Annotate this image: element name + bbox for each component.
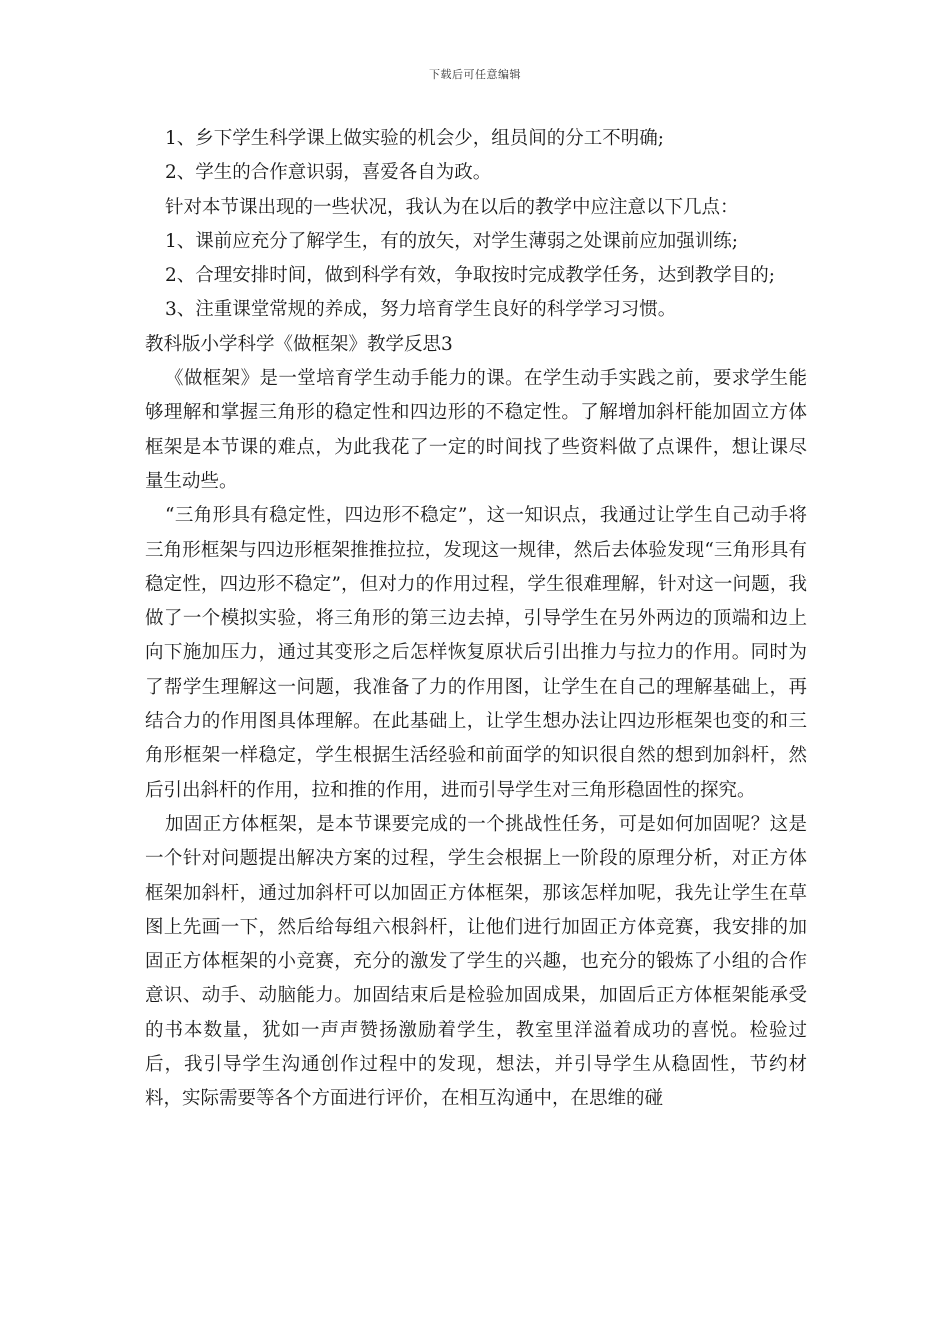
paragraph-1: 《做框架》是一堂培育学生动手能力的课。在学生动手实践之前，要求学生能够理解和掌握三角形的稳定性和四边形的不稳定性。了解增加斜杆能加固立方体框架是本节课的难点，为此我花了一定的时间找了些资料做了点课件，想让课尽量生动些。 [145, 368, 807, 492]
intro-list-item-2: 2、学生的合作意识弱，喜爱各自为政。 [165, 162, 492, 184]
suggestion-item-3: 3、注重课堂常规的养成，努力培育学生良好的科学学习习惯。 [165, 299, 677, 321]
suggestion-item-1: 1、课前应充分了解学生，有的放矢，对学生薄弱之处课前应加强训练; [165, 230, 739, 252]
intro-list-item-1: 1、乡下学生科学课上做实验的机会少，组员间的分工不明确; [165, 128, 665, 149]
suggestion-item-2: 2、合理安排时间，做到科学有效，争取按时完成教学任务，达到教学目的; [165, 265, 776, 287]
section-title: 教科版小学科学《做框架》教学反思3 [145, 333, 453, 355]
paragraph-2: “三角形具有稳定性，四边形不稳定”，这一知识点，我通过让学生自己动手将三角形框架与四边形框架推推拉拉，发现这一规律，然后去体验发现“三角形具有稳定性，四边形不稳定”，但对力的作用过程，学生很难理解，针对这一问题，我做了一个模拟实验，将三角形的第三边去掉，引导学生在另外两边的顶端和边上向下施加压力，通过其变形之后怎样恢复原状后引出推力与拉力的作用。同时为了帮学生理解这一问题，我准备了力的作用图，让学生在自己的理解基础上，再结合力的作用图具体理解。在此基础上，让学生想办法让四边形框架也变的和三角形框架一样稳定，学生根据生活经验和前面学的知识很自然的想到加斜杆，然后引出斜杆的作用，拉和推的作用，进而引导学生对三角形稳固性的探究。 [145, 505, 807, 801]
summary-line: 针对本节课出现的一些状况，我认为在以后的教学中应注意以下几点： [165, 196, 739, 218]
page-header: 下载后可任意编辑 [429, 68, 521, 81]
paragraph-3: 加固正方体框架，是本节课要完成的一个挑战性任务，可是如何加固呢？这是一个针对问题提出解决方案的过程，学生会根据上一阶段的原理分析，对正方体框架加斜杆，通过加斜杆可以加固正方体框架，那该怎样加呢，我先让学生在草图上先画一下，然后给每组六根斜杆，让他们进行加固正方体竞赛，我安排的加固正方体框架的小竞赛，充分的激发了学生的兴趣，也充分的锻炼了小组的合作意识、动手、动脑能力。加固结束后是检验加固成果，加固后正方体框架能承受的书本数量，犹如一声声赞扬激励着学生，教室里洋溢着成功的喜悦。检验过后，我引导学生沟通创作过程中的发现，想法，并引导学生从稳固性，节约材料，实际需要等各个方面进行评价，在相互沟通中，在思维的碰 [145, 813, 807, 1110]
document-body [145, 122, 807, 1117]
